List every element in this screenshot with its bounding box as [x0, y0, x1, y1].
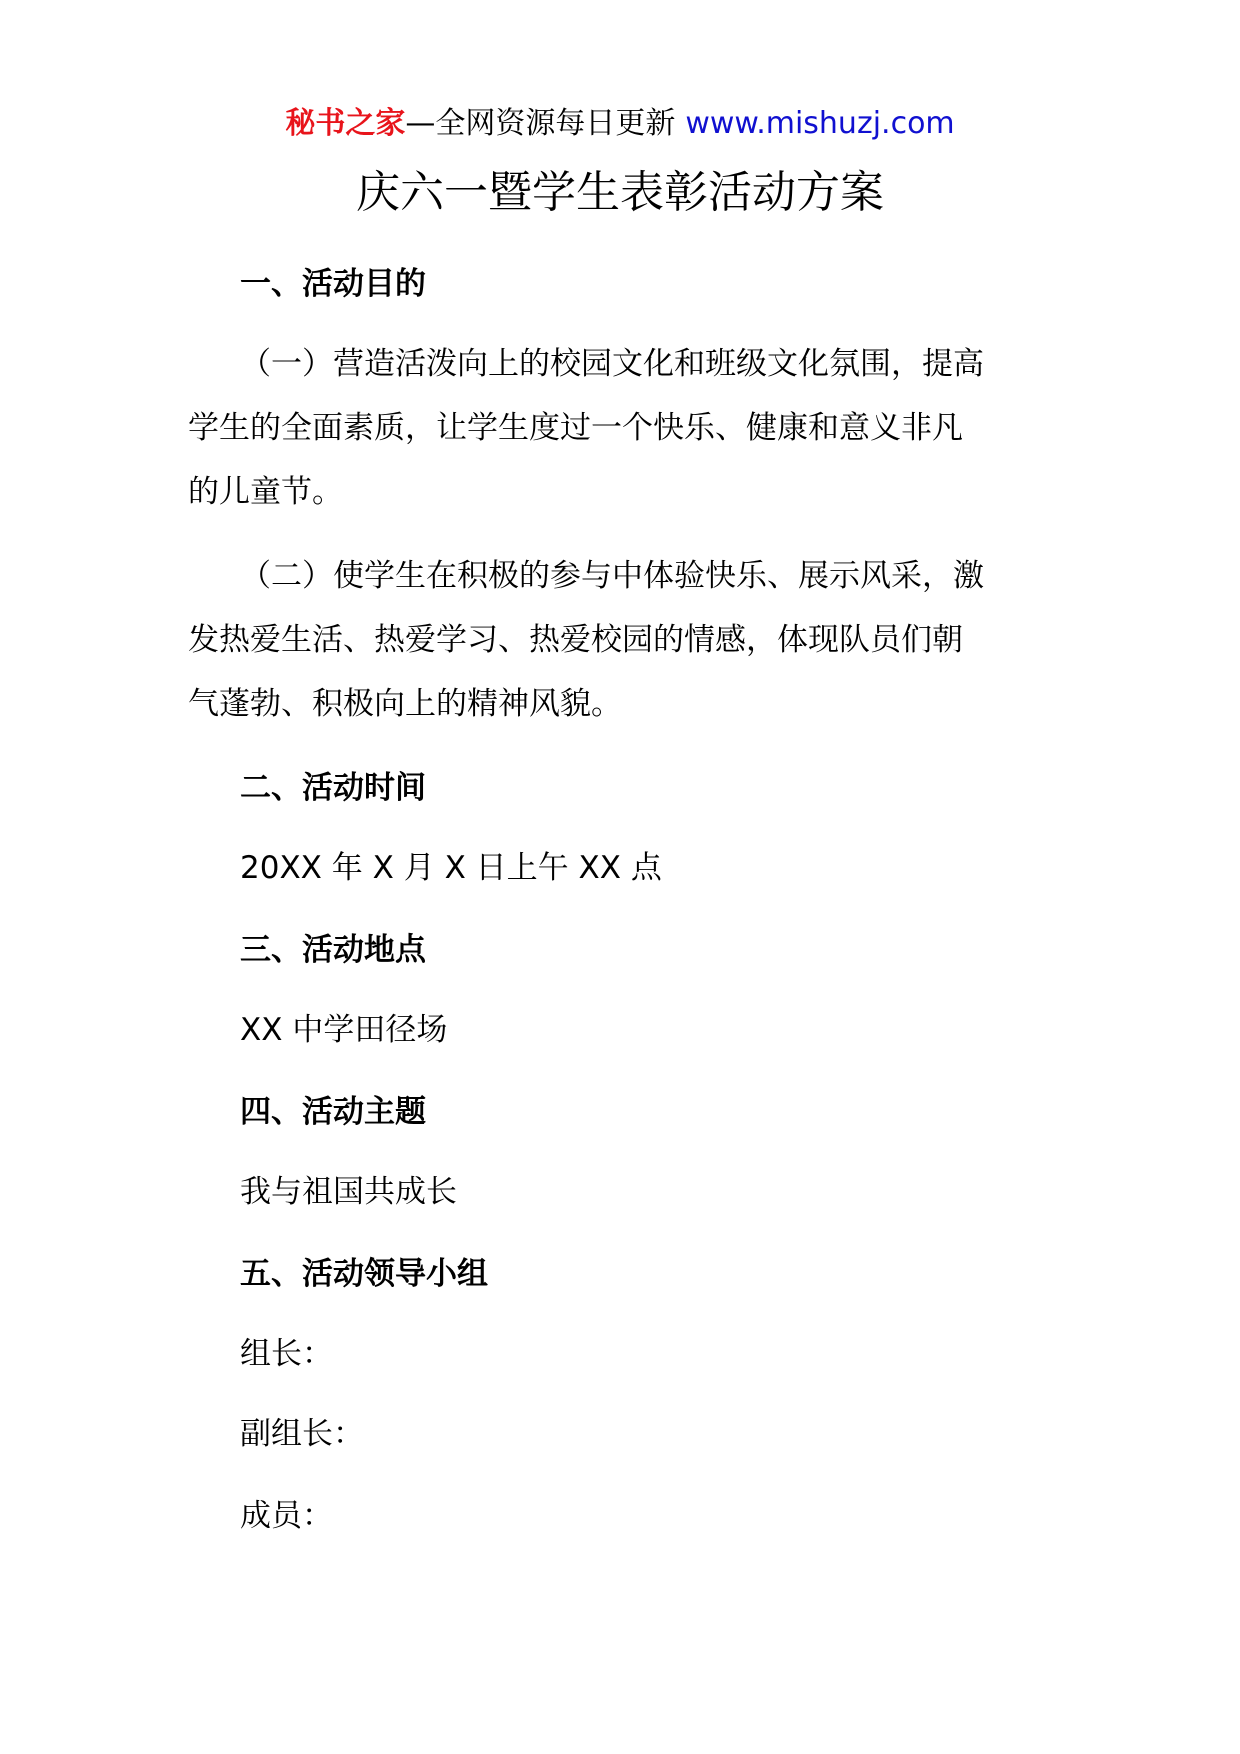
paragraph-line: （二）使学生在积极的参与中体验快乐、展示风采，激: [240, 558, 984, 594]
site-header: [0, 102, 1240, 146]
paragraph-line: 的儿童节。: [188, 474, 343, 510]
section-heading-time: 二、活动时间: [240, 770, 426, 806]
members-label: 成员：: [240, 1498, 333, 1534]
activity-theme-text: 我与祖国共成长: [240, 1174, 457, 1210]
paragraph-line: （一）营造活泼向上的校园文化和班级文化氛围，提高: [240, 346, 984, 382]
site-url-link[interactable]: www.mishuzj.com: [685, 106, 955, 141]
section-heading-leadership: 五、活动领导小组: [240, 1256, 488, 1292]
activity-place-text: XX 中学田径场: [240, 1012, 448, 1048]
header-slogan: —全网资源每日更新: [405, 106, 676, 141]
brand-name: 秘书之家: [285, 106, 406, 141]
section-heading-place: 三、活动地点: [240, 932, 426, 968]
document-title: 庆六一暨学生表彰活动方案: [356, 167, 884, 218]
deputy-leader-label: 副组长：: [240, 1416, 364, 1452]
paragraph-line: 发热爱生活、热爱学习、热爱校园的情感，体现队员们朝: [188, 622, 963, 658]
section-heading-purpose: 一、活动目的: [240, 266, 426, 302]
paragraph-line: 学生的全面素质，让学生度过一个快乐、健康和意义非凡: [188, 410, 963, 446]
leader-label: 组长：: [240, 1336, 333, 1372]
section-heading-theme: 四、活动主题: [240, 1094, 426, 1130]
activity-time-text: 20XX 年 X 月 X 日上午 XX 点: [240, 850, 662, 886]
paragraph-line: 气蓬勃、积极向上的精神风貌。: [188, 686, 622, 722]
